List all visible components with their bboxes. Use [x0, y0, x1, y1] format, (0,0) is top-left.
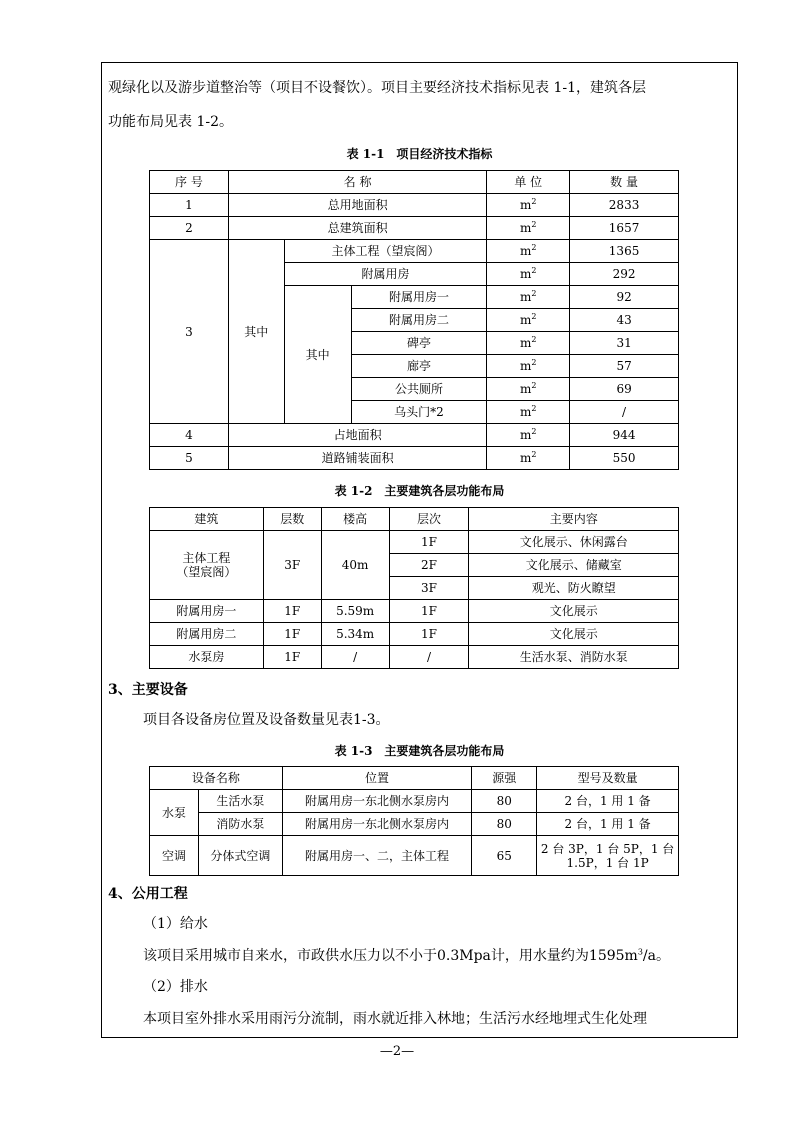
t1-cell: 碑亭: [351, 332, 487, 355]
t3-cell: 80: [472, 813, 537, 836]
t1-cell: 1365: [570, 240, 679, 263]
t2-cell: 5.34m: [321, 623, 389, 646]
t1-cell: 公共厕所: [351, 378, 487, 401]
t3-header: 源强: [472, 767, 537, 790]
t1-unit: $m^2$: [487, 240, 570, 263]
intro-line-1: 观绿化以及游步道整治等（项目不设餐饮）。项目主要经济技术指标见表 1-1，建筑各层: [108, 80, 646, 96]
t2-cell: 水泵房: [150, 646, 264, 669]
t1-cell: 5: [150, 447, 229, 470]
t1-cell: 2: [150, 217, 229, 240]
t1-unit: $m^2$: [487, 332, 570, 355]
t3-cell: 80: [472, 790, 537, 813]
t2-cell: 3F: [263, 531, 321, 600]
t3-model: 2 台 3P，1 台 5P，1 台 1.5P，1 台 1P: [537, 836, 679, 876]
t1-unit: $m^2$: [487, 194, 570, 217]
t1-header-unit: 单 位: [487, 171, 570, 194]
intro-line-2: 功能布局见表 1-2。: [108, 114, 233, 130]
t1-cell: 其中: [228, 240, 284, 424]
t1-cell: 附属用房一: [351, 286, 487, 309]
t1-cell: 944: [570, 424, 679, 447]
t1-unit: $m^2$: [487, 286, 570, 309]
t2-cell: 3F: [389, 577, 469, 600]
t1-header-no: 序 号: [150, 171, 229, 194]
t1-cell: 3: [150, 240, 229, 424]
table1-caption: 表 1-1 项目经济技术指标: [346, 147, 493, 161]
t2-cell: 文化展示、储藏室: [469, 554, 679, 577]
section4-water-text: 该项目采用城市自来水，市政供水压力以不小于0.3Mpa计，用水量约为$1595m^3/a$。: [143, 947, 670, 964]
t1-cell: 43: [570, 309, 679, 332]
t1-header-value: 数 量: [570, 171, 679, 194]
t2-cell: 1F: [389, 531, 469, 554]
section4-drain-text: 本项目室外排水采用雨污分流制，雨水就近排入林地；生活污水经地埋式生化处理: [143, 1011, 647, 1027]
t1-unit: $m^2$: [487, 447, 570, 470]
t1-unit: $m^2$: [487, 378, 570, 401]
t1-cell: 附属用房: [284, 263, 487, 286]
t1-cell: 31: [570, 332, 679, 355]
t3-cell: 消防水泵: [198, 813, 282, 836]
t2-cell: 1F: [263, 646, 321, 669]
t3-header: 设备名称: [150, 767, 283, 790]
t2-cell: /: [389, 646, 469, 669]
t2-header: 主要内容: [469, 508, 679, 531]
t2-cell: 观光、防火瞭望: [469, 577, 679, 600]
table3: [149, 766, 679, 876]
t3-group: 水泵: [150, 790, 199, 836]
t1-cell: 道路铺装面积: [228, 447, 486, 470]
t2-header: 建筑: [150, 508, 264, 531]
t1-cell: /: [570, 401, 679, 424]
t1-unit: $m^2$: [487, 424, 570, 447]
t1-cell: 总建筑面积: [228, 217, 486, 240]
t1-unit: $m^2$: [487, 217, 570, 240]
table2: [149, 507, 679, 669]
t1-cell: 主体工程（望宸阁）: [284, 240, 487, 263]
t2-cell: 2F: [389, 554, 469, 577]
t1-cell: 292: [570, 263, 679, 286]
t2-cell: 文化展示、休闲露台: [469, 531, 679, 554]
t1-cell: 总用地面积: [228, 194, 486, 217]
t2-cell: 1F: [389, 623, 469, 646]
t1-cell: 1657: [570, 217, 679, 240]
t1-cell: 550: [570, 447, 679, 470]
t2-header: 楼高: [321, 508, 389, 531]
t2-cell: 文化展示: [469, 600, 679, 623]
t2-cell: /: [321, 646, 389, 669]
t3-header: 位置: [282, 767, 472, 790]
t2-cell: 1F: [263, 600, 321, 623]
t2-cell: 1F: [263, 623, 321, 646]
t3-cell: 2 台，1 用 1 备: [537, 813, 679, 836]
section3-text: 项目各设备房位置及设备数量见表1-3。: [143, 712, 390, 728]
page-number: —2—: [379, 1044, 415, 1059]
t2-cell: 40m: [321, 531, 389, 600]
table3-caption: 表 1-3 主要建筑各层功能布局: [334, 744, 505, 758]
t1-cell: 附属用房二: [351, 309, 487, 332]
t1-unit: $m^2$: [487, 309, 570, 332]
t3-cell: 附属用房一、二，主体工程: [282, 836, 472, 876]
table2-caption: 表 1-2 主要建筑各层功能布局: [334, 484, 505, 498]
t1-cell: 1: [150, 194, 229, 217]
t3-group: 空调: [150, 836, 199, 876]
t3-cell: 分体式空调: [198, 836, 282, 876]
section4-heading: 4、公用工程: [108, 886, 188, 902]
t2-main-building: 主体工程 （望宸阁）: [150, 531, 264, 600]
t2-cell: 附属用房一: [150, 600, 264, 623]
t3-cell: 65: [472, 836, 537, 876]
t1-cell: 92: [570, 286, 679, 309]
t2-cell: 1F: [389, 600, 469, 623]
t1-cell: 69: [570, 378, 679, 401]
t1-cell: 占地面积: [228, 424, 486, 447]
t3-header: 型号及数量: [537, 767, 679, 790]
t1-cell: 4: [150, 424, 229, 447]
section4-sub2: （2）排水: [143, 979, 208, 995]
t3-cell: 2 台，1 用 1 备: [537, 790, 679, 813]
t1-unit: $m^2$: [487, 263, 570, 286]
t3-cell: 附属用房一东北侧水泵房内: [282, 790, 472, 813]
t1-header-name: 名 称: [228, 171, 486, 194]
t3-cell: 生活水泵: [198, 790, 282, 813]
t2-cell: 5.59m: [321, 600, 389, 623]
t3-cell: 附属用房一东北侧水泵房内: [282, 813, 472, 836]
t1-unit: $m^2$: [487, 355, 570, 378]
t1-cell: 57: [570, 355, 679, 378]
t2-header: 层数: [263, 508, 321, 531]
t1-cell: 2833: [570, 194, 679, 217]
t2-cell: 文化展示: [469, 623, 679, 646]
section4-sub1: （1）给水: [143, 916, 208, 932]
section3-heading: 3、主要设备: [108, 682, 188, 698]
t1-cell: 乌头门*2: [351, 401, 487, 424]
t2-cell: 生活水泵、消防水泵: [469, 646, 679, 669]
t1-cell: 其中: [284, 286, 351, 424]
table1: [149, 170, 679, 470]
t1-cell: 廊亭: [351, 355, 487, 378]
t2-header: 层次: [389, 508, 469, 531]
t2-cell: 附属用房二: [150, 623, 264, 646]
t1-unit: $m^2$: [487, 401, 570, 424]
